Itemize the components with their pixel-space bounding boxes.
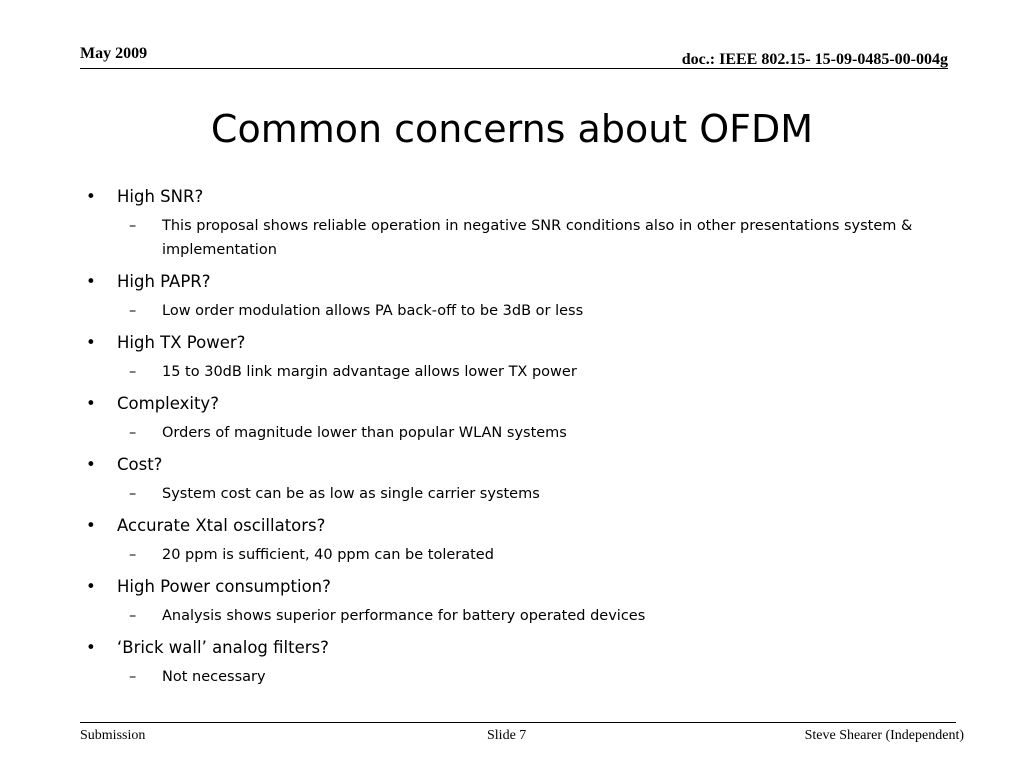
sub-bullet-text: 15 to 30dB link margin advantage allows lower TX power	[162, 364, 577, 380]
bullet-marker: •	[86, 516, 96, 535]
footer-divider	[80, 722, 956, 723]
bullet-marker: •	[86, 577, 96, 596]
dash-marker: –	[129, 547, 137, 563]
footer-slide-number: Slide 7	[487, 728, 527, 743]
bullet-marker: •	[86, 272, 96, 291]
bullet-label: High Power consumption?	[117, 577, 331, 596]
bullet-group-snr	[86, 186, 946, 262]
bullet-label: High SNR?	[117, 187, 204, 206]
bullet-marker: •	[86, 187, 96, 206]
bullet-label: ‘Brick wall’ analog filters?	[117, 638, 329, 657]
bullet-group-papr	[86, 271, 946, 323]
header-doc-id: doc.: IEEE 802.15- 15-09-0485-00-004g	[681, 51, 948, 68]
sub-bullet-item	[86, 665, 946, 689]
bullet-marker: •	[86, 333, 96, 352]
sub-bullet-item	[86, 299, 946, 323]
bullet-item	[86, 515, 946, 537]
sub-bullet-item	[86, 421, 946, 445]
sub-bullet-item	[86, 360, 946, 384]
bullet-group-complexity	[86, 393, 946, 445]
dash-marker: –	[129, 303, 137, 319]
sub-bullet-text: System cost can be as low as single carrier systems	[162, 486, 540, 502]
bullet-marker: •	[86, 455, 96, 474]
sub-bullet-text: Low order modulation allows PA back-off to be 3dB or less	[162, 303, 584, 319]
dash-marker: –	[129, 608, 137, 624]
dash-marker: –	[129, 486, 137, 502]
sub-bullet-text: Orders of magnitude lower than popular WLAN systems	[162, 425, 567, 441]
sub-bullet-item	[86, 604, 946, 628]
dash-marker: –	[129, 364, 137, 380]
sub-bullet-text: 20 ppm is sufficient, 40 ppm can be tolerated	[162, 547, 494, 563]
bullet-label: High PAPR?	[117, 272, 211, 291]
bullet-marker: •	[86, 394, 96, 413]
bullet-label: High TX Power?	[117, 333, 246, 352]
sub-bullet-text: This proposal shows reliable operation in negative SNR conditions also in other presentations system & implementation	[162, 218, 913, 258]
header-date: May 2009	[80, 45, 148, 62]
bullet-item	[86, 271, 946, 293]
bullet-marker: •	[86, 638, 96, 657]
bullet-item	[86, 637, 946, 659]
sub-bullet-text: Analysis shows superior performance for battery operated devices	[162, 608, 646, 624]
bullet-item	[86, 576, 946, 598]
bullet-list	[86, 186, 946, 698]
bullet-group-tx-power	[86, 332, 946, 384]
sub-bullet-item	[86, 482, 946, 506]
bullet-label: Accurate Xtal oscillators?	[117, 516, 326, 535]
bullet-group-cost	[86, 454, 946, 506]
bullet-group-xtal	[86, 515, 946, 567]
dash-marker: –	[129, 425, 137, 441]
sub-bullet-item	[86, 543, 946, 567]
bullet-group-analog-filters	[86, 637, 946, 689]
dash-marker: –	[129, 218, 137, 234]
bullet-label: Cost?	[117, 455, 163, 474]
bullet-group-power-consumption	[86, 576, 946, 628]
sub-bullet-item	[86, 214, 946, 262]
footer-author: Steve Shearer (Independent)	[804, 728, 964, 743]
bullet-label: Complexity?	[117, 394, 219, 413]
footer-submission: Submission	[80, 728, 146, 743]
dash-marker: –	[129, 669, 137, 685]
bullet-item	[86, 454, 946, 476]
sub-bullet-text: Not necessary	[162, 669, 266, 685]
bullet-item	[86, 332, 946, 354]
bullet-item	[86, 393, 946, 415]
slide-title: Common concerns about OFDM	[210, 107, 814, 151]
bullet-item	[86, 186, 946, 208]
header-divider	[80, 68, 948, 69]
